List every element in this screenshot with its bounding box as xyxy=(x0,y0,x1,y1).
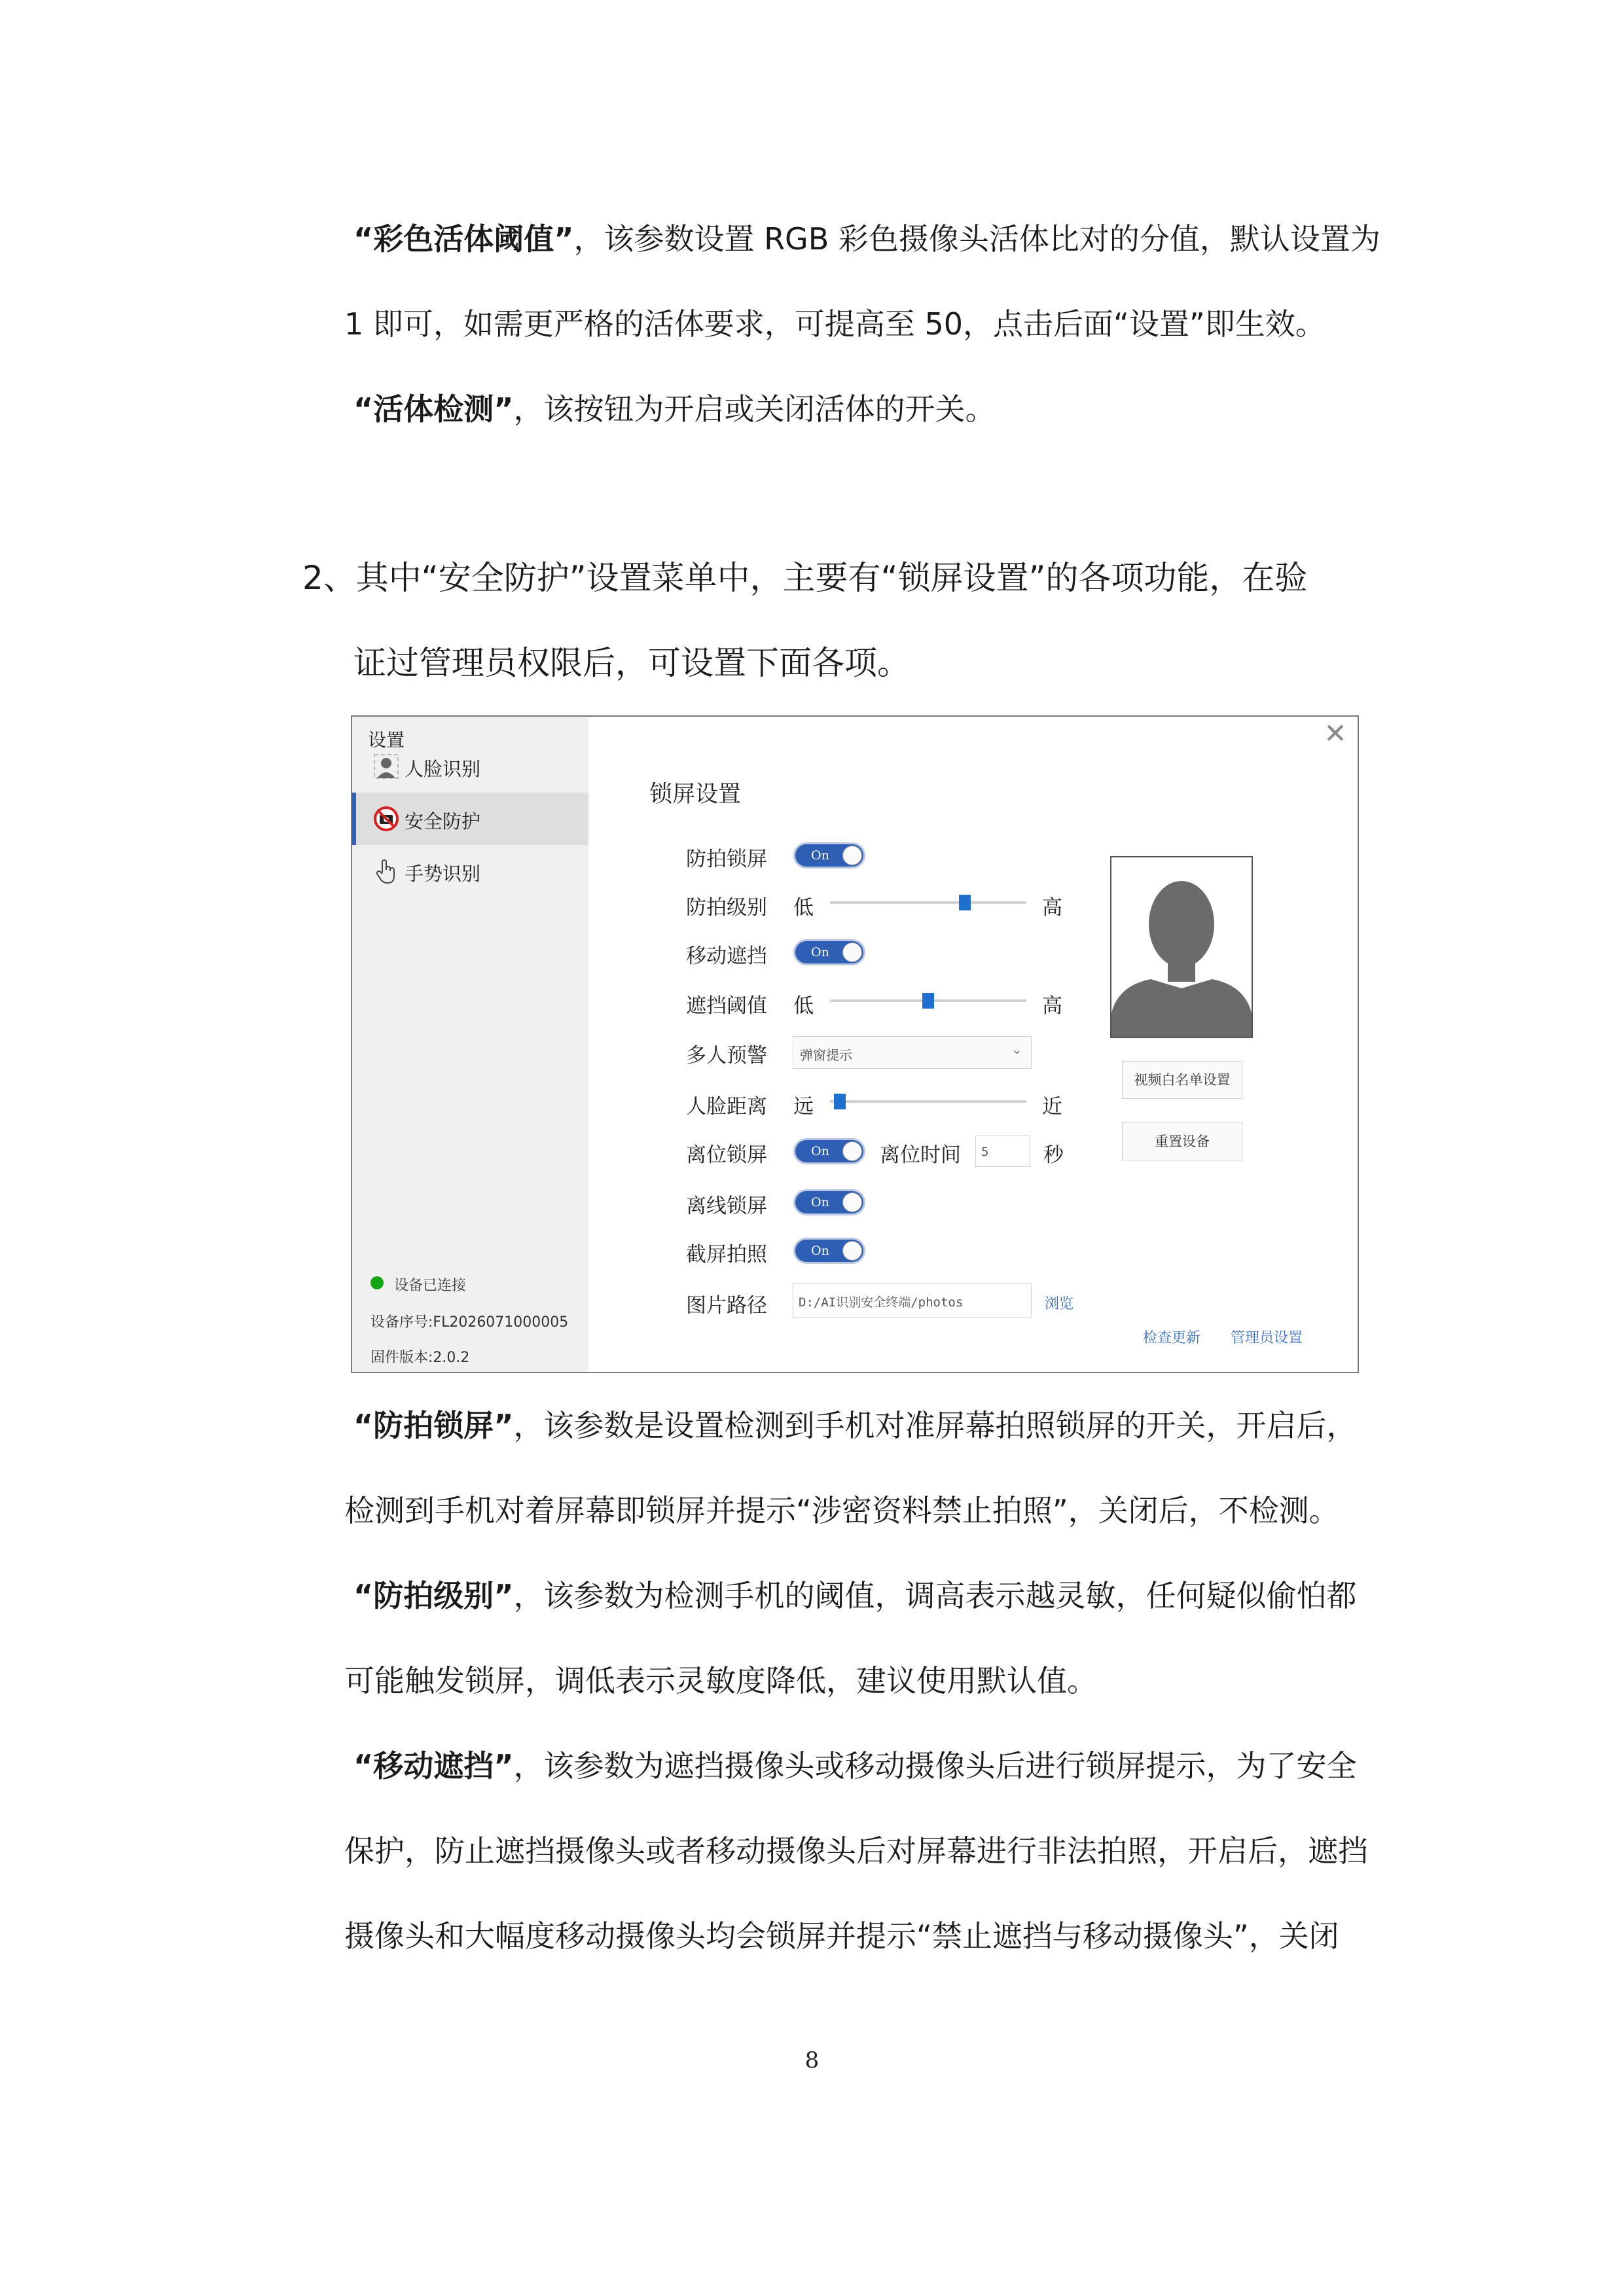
paragraph-color-liveness-threshold xyxy=(353,219,1380,259)
toggle-state: On xyxy=(811,1144,829,1158)
paragraph-text: ，该参数为遮挡摄像头或移动摄像头后进行锁屏提示，为了安全 xyxy=(513,1748,1357,1784)
paragraph-line: 证过管理员权限后，可设置下面各项。 xyxy=(353,644,910,682)
paragraph-text: ，该参数是设置检测到手机对准屏幕拍照锁屏的开关，开启后， xyxy=(513,1408,1357,1443)
sidebar-item-label: 人脸识别 xyxy=(405,758,481,780)
sidebar-item-gesture-recognition[interactable] xyxy=(352,845,588,897)
cover-threshold-high-label: 高 xyxy=(1042,994,1062,1018)
face-distance-far-label: 远 xyxy=(793,1095,814,1119)
paragraph-photo-level xyxy=(353,1576,1356,1615)
sidebar-item-security[interactable] xyxy=(352,793,588,845)
slider-thumb[interactable] xyxy=(834,1094,846,1109)
camera-block-icon xyxy=(373,806,399,832)
slider-thumb[interactable] xyxy=(959,895,971,910)
browse-link[interactable]: 浏览 xyxy=(1045,1296,1074,1312)
chevron-down-icon: ⌄ xyxy=(1011,1043,1022,1057)
toggle-knob xyxy=(842,942,862,962)
face-distance-near-label: 近 xyxy=(1042,1095,1062,1119)
anti-photo-lock-label: 防拍锁屏 xyxy=(686,848,767,871)
face-distance-label: 人脸距离 xyxy=(686,1095,767,1119)
input-value: D:/AI识别安全终端/photos xyxy=(799,1295,964,1310)
paragraph-text: ，该参数为检测手机的阈值，调高表示越灵敏，任何疑似偷怕都 xyxy=(513,1578,1357,1613)
face-distance-slider[interactable] xyxy=(830,1094,1026,1109)
page-number: 8 xyxy=(804,2047,820,2073)
paragraph-line: 摄像头和大幅度移动摄像头均会锁屏并提示“禁止遮挡与移动摄像头”，关闭 xyxy=(344,1918,1339,1954)
toggle-state: On xyxy=(811,1244,829,1258)
term-anti-photo-lock: “防拍锁屏” xyxy=(353,1408,514,1443)
move-cover-label: 移动遮挡 xyxy=(686,944,767,968)
slider-thumb[interactable] xyxy=(922,993,934,1009)
term-color-liveness-threshold: “彩色活体阈值” xyxy=(353,221,574,257)
paragraph-line: 1 即可，如需更严格的活体要求，可提高至 50，点击后面“设置”即生效。 xyxy=(344,306,1326,342)
select-value: 弹窗提示 xyxy=(800,1047,852,1063)
cover-threshold-low-label: 低 xyxy=(793,994,814,1018)
toggle-knob xyxy=(842,1241,862,1261)
slider-track xyxy=(830,1100,1026,1103)
seconds-unit-label: 秒 xyxy=(1043,1143,1064,1167)
photo-level-high-label: 高 xyxy=(1042,896,1062,920)
section-title: 锁屏设置 xyxy=(649,781,742,808)
toggle-state: On xyxy=(811,945,829,960)
screenshot-photo-toggle[interactable] xyxy=(793,1238,865,1264)
paragraph-line: 保护，防止遮挡摄像头或者移动摄像头后对屏幕进行非法拍照，开启后，遮挡 xyxy=(344,1833,1368,1869)
leave-time-label: 离位时间 xyxy=(880,1143,961,1167)
face-icon xyxy=(373,753,399,780)
photo-level-slider[interactable] xyxy=(830,895,1026,910)
firmware-version: 固件版本:2.0.2 xyxy=(370,1350,470,1366)
paragraph-line: 可能触发锁屏，调低表示灵敏度降低，建议使用默认值。 xyxy=(344,1663,1097,1698)
paragraph-section-2: 2、其中“安全防护”设置菜单中，主要有“锁屏设置”的各项功能，在验 xyxy=(302,559,1308,597)
sidebar-item-label: 安全防护 xyxy=(405,810,481,833)
hand-pointer-icon xyxy=(373,858,399,884)
person-silhouette-icon xyxy=(1111,857,1252,1037)
term-photo-level: “防拍级别” xyxy=(353,1578,514,1613)
cover-threshold-label: 遮挡阈值 xyxy=(686,994,767,1018)
photo-level-label: 防拍级别 xyxy=(686,896,767,920)
slider-track xyxy=(830,901,1026,904)
paragraph-liveness-detection xyxy=(353,389,995,429)
sidebar-item-label: 手势识别 xyxy=(405,863,481,885)
video-whitelist-button[interactable]: 视频白名单设置 xyxy=(1122,1061,1242,1099)
input-value: 5 xyxy=(981,1145,989,1159)
admin-settings-link[interactable]: 管理员设置 xyxy=(1231,1330,1303,1346)
offline-lock-label: 离线锁屏 xyxy=(686,1194,767,1218)
term-liveness-detection: “活体检测” xyxy=(353,391,514,427)
term-move-cover: “移动遮挡” xyxy=(353,1748,514,1784)
toggle-state: On xyxy=(811,1195,829,1210)
reset-device-button[interactable]: 重置设备 xyxy=(1122,1122,1242,1160)
close-button[interactable] xyxy=(1321,719,1350,748)
check-update-link[interactable]: 检查更新 xyxy=(1143,1330,1201,1346)
toggle-state: On xyxy=(811,848,829,863)
leave-time-input[interactable] xyxy=(975,1136,1030,1167)
status-dot xyxy=(370,1276,384,1289)
leave-lock-toggle[interactable] xyxy=(793,1138,865,1164)
screenshot-photo-label: 截屏拍照 xyxy=(686,1243,767,1266)
sidebar-item-face-recognition[interactable] xyxy=(352,740,588,793)
toggle-knob xyxy=(842,1193,862,1212)
offline-lock-toggle[interactable] xyxy=(793,1189,865,1215)
paragraph-text: ，该按钮为开启或关闭活体的开关。 xyxy=(513,391,996,427)
multi-person-alert-select[interactable] xyxy=(793,1036,1032,1069)
cover-threshold-slider[interactable] xyxy=(830,993,1026,1009)
toggle-knob xyxy=(842,1141,862,1161)
paragraph-line: 检测到手机对着屏幕即锁屏并提示“涉密资料禁止拍照”，关闭后，不检测。 xyxy=(344,1493,1339,1528)
paragraph-move-cover xyxy=(353,1746,1356,1785)
settings-window xyxy=(351,715,1359,1373)
paragraph-anti-photo-lock xyxy=(353,1406,1356,1445)
image-path-label: 图片路径 xyxy=(686,1294,767,1318)
window-title: 设置 xyxy=(368,729,405,751)
leave-lock-label: 离位锁屏 xyxy=(686,1143,767,1167)
multi-person-alert-label: 多人预警 xyxy=(686,1044,767,1067)
photo-level-low-label: 低 xyxy=(793,896,814,920)
avatar xyxy=(1110,856,1253,1038)
toggle-knob xyxy=(842,846,862,865)
connection-status: 设备已连接 xyxy=(394,1278,467,1294)
anti-photo-lock-toggle[interactable] xyxy=(793,842,865,869)
sidebar xyxy=(352,717,588,1372)
close-icon: ✕ xyxy=(1324,717,1347,749)
move-cover-toggle[interactable] xyxy=(793,939,865,965)
device-serial: 设备序号:FL2026071000005 xyxy=(370,1314,569,1331)
image-path-input[interactable] xyxy=(793,1283,1032,1318)
paragraph-text: ，该参数设置 RGB 彩色摄像头活体比对的分值，默认设置为 xyxy=(573,221,1380,257)
